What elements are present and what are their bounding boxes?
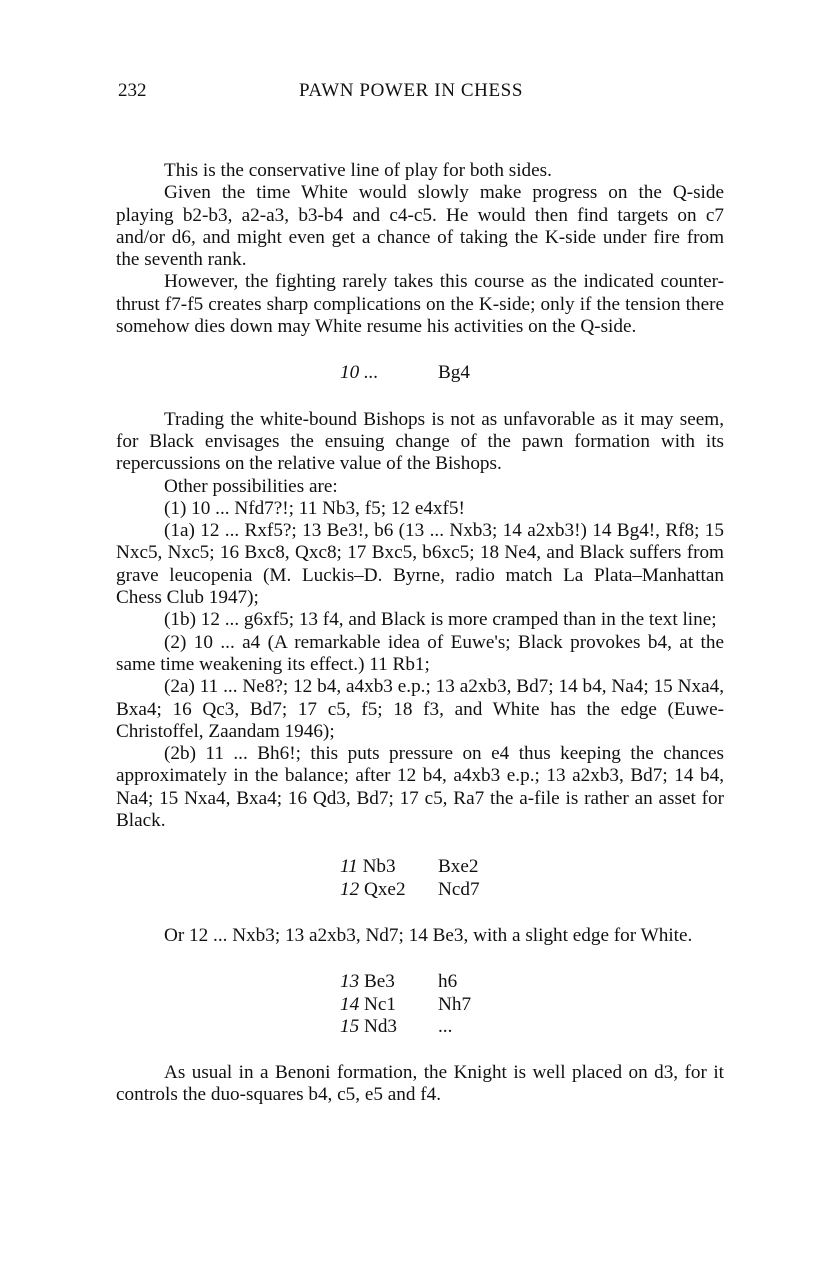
black-move: Bg4 — [438, 362, 470, 384]
page-number: 232 — [118, 80, 147, 101]
paragraph: (1a) 12 ... Rxf5?; 13 Be3!, b6 (13 ... Nxb3; 14 a2xb3!) 14 Bg4!, Rf8; 15 Nxc5, Nxc5; 16 Bxc8, Qxc8; 17 Bxc5, b6xc5; 18 Ne4, and Black suffers from grave leucopenia (M. Luckis–D. Byrne, radio match La Plata–Manhattan Chess Club 1947); — [116, 520, 724, 609]
paragraph: (1b) 12 ... g6xf5; 13 f4, and Black is more cramped than in the text line; — [164, 609, 717, 631]
move-number: 11 — [340, 856, 358, 878]
move-row — [340, 1016, 528, 1038]
body-text — [116, 160, 724, 1107]
move-row — [340, 994, 528, 1016]
move-table — [340, 856, 528, 901]
move-number: 15 — [340, 1015, 360, 1037]
paragraph: Given the time White would slowly make progress on the Q-side playing b2-b3, a2-a3, b3-b4 and c4-c5. He would then find targets on c7 and/or d6, and might even get a chance of taking the K-side under fire from the seventh rank. — [116, 182, 724, 271]
black-move: ... — [438, 1015, 453, 1037]
black-move: Bxe2 — [438, 856, 479, 878]
paragraph: (2a) 11 ... Ne8?; 12 b4, a4xb3 e.p.; 13 a2xb3, Bd7; 14 b4, Na4; 15 Nxa4, Bxa4; 16 Qc3, Bd7; 17 c5, f5; 18 f3, and White has the edge (Euwe-Christoffel, Zaandam 1946); — [116, 676, 724, 742]
black-move: Ncd7 — [438, 878, 480, 900]
paragraph: Other possibilities are: — [164, 475, 338, 497]
move-number: 14 — [340, 993, 360, 1015]
white-move: Nb3 — [362, 856, 396, 878]
paragraph: (1) 10 ... Nfd7?!; 11 Nb3, f5; 12 e4xf5! — [164, 497, 465, 519]
page-header — [118, 80, 718, 106]
move-number: 12 — [340, 878, 360, 900]
move-row — [340, 856, 528, 878]
white-move: Nc1 — [363, 993, 396, 1015]
paragraph: This is the conservative line of play for both sides. — [164, 160, 552, 181]
running-title: PAWN POWER IN CHESS — [299, 80, 524, 101]
black-move: h6 — [438, 971, 458, 993]
paragraph: Trading the white-bound Bishops is not as unfavorable as it may seem, for Black envisages the ensuing change of the pawn formation with its repercussions on the relative value of the Bishops. — [116, 408, 724, 475]
move-line — [340, 362, 724, 384]
paragraph: (2b) 11 ... Bh6!; this puts pressure on e4 thus keeping the chances approximately in the balance; after 12 b4, a4xb3 e.p.; 13 a2xb3, Bd7; 14 b4, Na4; 15 Nxa4, Bxa4; 16 Qd3, Bd7; 17 c5, Ra7 the a-file is rather an asset for Black. — [116, 743, 724, 832]
paragraph: Or 12 ... Nxb3; 13 a2xb3, Nd7; 14 Be3, with a slight edge for White. — [164, 924, 693, 946]
move-number: 13 — [340, 971, 360, 993]
paragraph: However, the fighting rarely takes this course as the indicated counter-thrust f7-f5 creates sharp complications on the K-side; only if the tension there somehow dies down may White resume his activities on the Q-side. — [116, 271, 724, 338]
move-row — [340, 879, 528, 901]
paragraph: (2) 10 ... a4 (A remarkable idea of Euwe's; Black provokes b4, at the same time weakening its effect.) 11 Rb1; — [116, 631, 724, 675]
black-move: Nh7 — [438, 993, 472, 1015]
paragraph: As usual in a Benoni formation, the Knight is well placed on d3, for it controls the duo-squares b4, c5, e5 and f4. — [116, 1062, 724, 1106]
move-number: 10 ... — [340, 362, 379, 384]
move-table — [340, 971, 528, 1038]
white-move: Qxe2 — [363, 878, 406, 900]
move-row — [340, 971, 528, 993]
white-move: Be3 — [363, 971, 395, 993]
white-move: Nd3 — [363, 1015, 398, 1037]
